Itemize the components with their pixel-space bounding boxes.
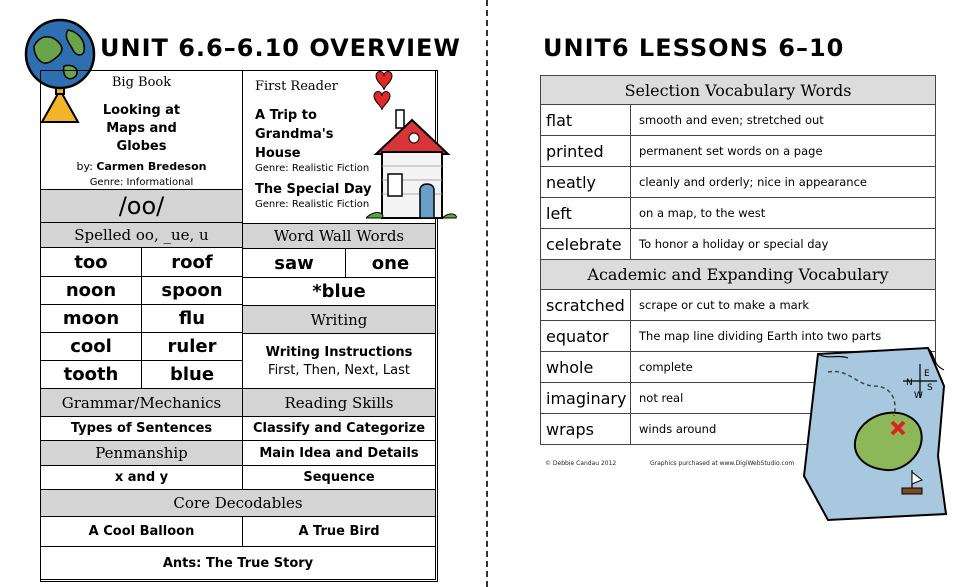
writing-line2: First, Then, Next, Last <box>268 362 410 378</box>
vocab-word: whole <box>541 352 631 382</box>
vocab-definition: on a map, to the west <box>639 206 766 220</box>
vocab-word: left <box>541 198 631 228</box>
phonics-word: moon <box>40 304 142 333</box>
page-divider <box>486 0 488 587</box>
reading-value: Main Idea and Details <box>242 440 436 466</box>
grammar-heading: Grammar/Mechanics <box>40 388 243 417</box>
vocab-definition: To honor a holiday or special day <box>639 237 829 251</box>
decodable-item: A True Bird <box>242 516 436 547</box>
vocab-word: flat <box>541 105 631 135</box>
table-row <box>540 167 936 198</box>
heart-icon <box>376 72 392 91</box>
phonics-word: blue <box>141 360 243 389</box>
big-book-cell <box>40 70 243 190</box>
penmanship-value: x and y <box>40 465 243 490</box>
writing-heading: Writing <box>242 305 436 334</box>
decodables-heading: Core Decodables <box>40 489 436 517</box>
vocab-word: imaginary <box>541 383 631 413</box>
phonics-word: spoon <box>141 276 243 305</box>
vocab-definition: not real <box>639 391 684 405</box>
vocab-definition: smooth and even; stretched out <box>639 113 824 127</box>
right-title: UNIT6 LESSONS 6–10 <box>543 34 845 62</box>
copyright-footer: © Debbie Candau 2012 <box>545 460 617 467</box>
big-book-author: Carmen Bredeson <box>96 160 207 173</box>
big-book-label: Big Book <box>111 75 172 90</box>
compass-letter: S <box>927 383 933 393</box>
vocab-word: scratched <box>541 290 631 320</box>
big-book-author-line <box>77 160 207 173</box>
first-reader-book2: The Special Day <box>255 182 372 197</box>
vocab-definition: scrape or cut to make a mark <box>639 298 810 312</box>
table-row <box>540 198 936 229</box>
phonics-spelled: Spelled oo, _ue, u <box>40 222 243 248</box>
phonics-word: too <box>40 247 142 277</box>
schoolhouse-icon <box>366 66 458 226</box>
word-wall-word: one <box>345 248 436 278</box>
grammar-value: Types of Sentences <box>40 416 243 441</box>
table-row <box>540 290 936 321</box>
vocab-word: printed <box>541 136 631 166</box>
big-book-title: Looking at Maps and Globes <box>102 103 181 154</box>
first-reader-book1-genre: Genre: Realistic Fiction <box>255 163 370 174</box>
reading-value: Classify and Categorize <box>242 416 436 441</box>
first-reader-label: First Reader <box>255 79 338 94</box>
vocab-definition: permanent set words on a page <box>639 144 823 158</box>
compass-letter: E <box>924 369 930 379</box>
vocab-definition: The map line dividing Earth into two parts <box>639 329 882 343</box>
by-label: by: <box>76 160 93 173</box>
table-row <box>540 229 936 260</box>
vocab-word: neatly <box>541 167 631 197</box>
decodable-item: Ants: The True Story <box>40 546 436 580</box>
academic-heading: Academic and Expanding Vocabulary <box>540 259 936 290</box>
left-title: UNIT 6.6–6.10 OVERVIEW <box>100 34 461 62</box>
word-wall-word: saw <box>242 248 346 278</box>
first-reader-book2-genre: Genre: Realistic Fiction <box>255 199 370 210</box>
table-row <box>540 105 936 136</box>
phonics-word: tooth <box>40 360 142 389</box>
reading-value: Sequence <box>242 465 436 490</box>
vocab-word: wraps <box>541 414 631 444</box>
word-wall-word: *blue <box>242 277 436 306</box>
phonics-word: noon <box>40 276 142 305</box>
selection-heading: Selection Vocabulary Words <box>540 75 936 105</box>
writing-line1: Writing Instructions <box>265 344 413 360</box>
compass-letter: N <box>906 378 913 388</box>
phonics-word: cool <box>40 332 142 361</box>
word-wall-heading: Word Wall Words <box>242 223 436 249</box>
vocab-word: celebrate <box>541 229 631 259</box>
table-row <box>540 136 936 167</box>
treasure-map-icon <box>798 346 948 522</box>
reading-heading: Reading Skills <box>242 388 436 417</box>
phonics-word: flu <box>141 304 243 333</box>
phonics-sound: /oo/ <box>40 189 243 223</box>
big-book-genre: Genre: Informational <box>89 177 194 188</box>
decodable-item: A Cool Balloon <box>40 516 243 547</box>
vocab-definition: cleanly and orderly; nice in appearance <box>639 175 867 189</box>
phonics-word: ruler <box>141 332 243 361</box>
penmanship-heading: Penmanship <box>40 440 243 466</box>
vocab-definition: winds around <box>639 422 717 436</box>
vocab-definition: complete <box>639 360 693 374</box>
compass-letter: W <box>914 391 923 401</box>
vocab-word: equator <box>541 321 631 351</box>
graphics-credit-footer: Graphics purchased at www.DigiWebStudio.com <box>650 460 795 467</box>
phonics-word: roof <box>141 247 243 277</box>
writing-cell <box>242 333 436 389</box>
first-reader-book1: A Trip to Grandma's House <box>255 108 334 161</box>
